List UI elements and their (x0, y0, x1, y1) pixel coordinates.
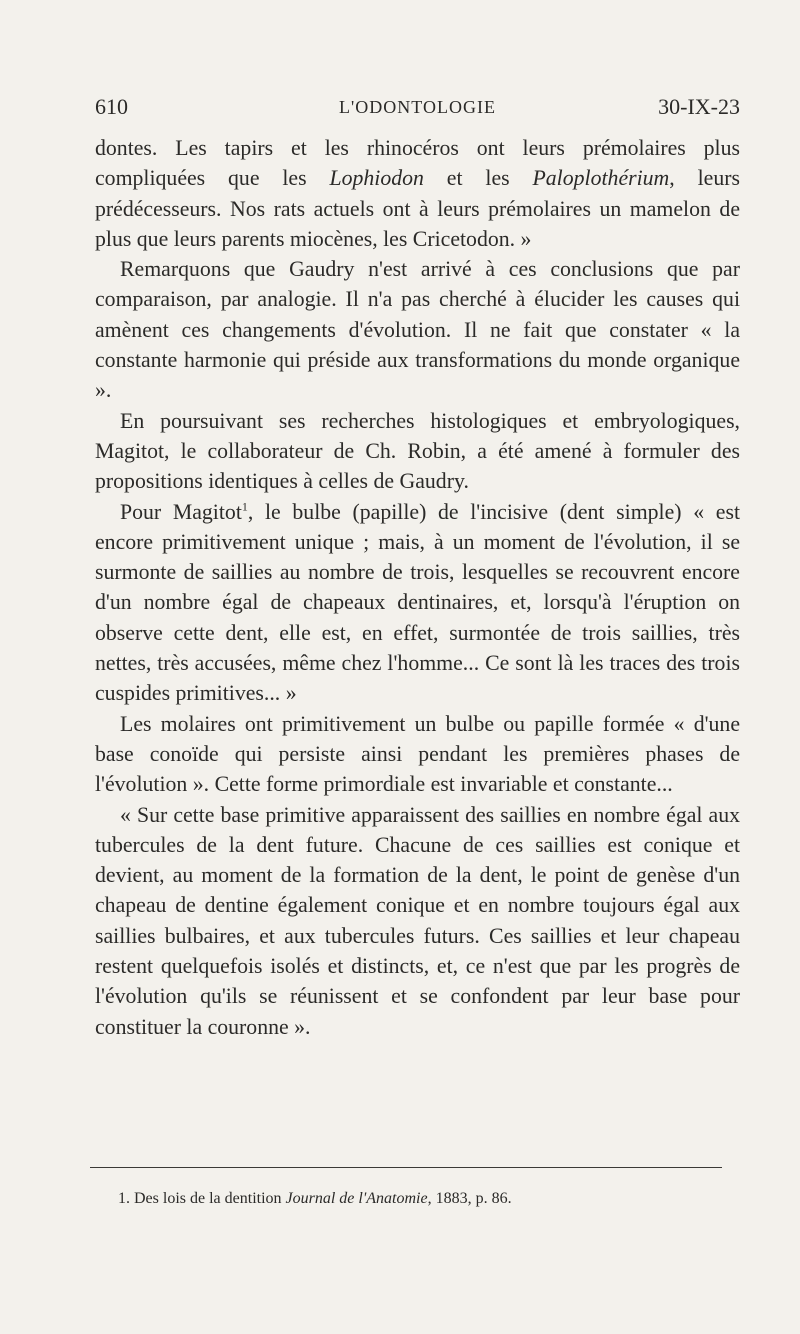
footnote (118, 1188, 738, 1210)
text-segment: Remarquons que Gaudry n'est arrivé à ces conclusions que par comparaison, par analogie. Il n'a pas cherché à élucider les causes qui amènent ces changements d'évolution. Il ne fait que constater « la constante harmonie qui préside aux transformations du monde organique ». (95, 257, 740, 403)
text-segment: , le bulbe (papille) de l'incisive (dent simple) « est encore primitivement unique ; mais, à un moment de l'évolution, il se surmonte de saillies au nombre de trois, lesquelles se recouvrent encore d'un nombre égal de chapeaux dentinaires, et, lorsqu'à l'éruption on observe cette dent, elle est, en effet, surmontée de trois saillies, très nettes, très accusées, même chez l'homme... Ce sont là les traces des trois cuspides primitives... » (95, 499, 740, 706)
footnote-journal: Journal de l'Anatomie (285, 1190, 428, 1207)
footnote-number: 1. (118, 1190, 130, 1207)
paragraph (95, 800, 740, 1042)
footnote-marker: 1 (241, 499, 248, 514)
text-segment: « Sur cette base primitive apparaissent des saillies en nombre égal aux tubercules de la dent future. Chacune de ces saillies est conique et devient, au moment de la formation de la dent, le point de genèse d'un chapeau de dentine également conique et en nombre toujours égal aux saillies bulbaires, et aux tubercules futurs. Ces saillies et leur chapeau restent quelquefois isolés et distincts, et, ce n'est que par les progrès de l'évolution qu'ils se réunissent et se confondent par leur base pour constituer la couronne ». (95, 802, 740, 1039)
text-segment: En poursuivant ses recherches histologiques et embryologiques, Magitot, le collaborateur de Ch. Robin, a été amené à formuler des propositions identiques à celles de Gaudry. (95, 408, 740, 494)
paragraph (95, 406, 740, 497)
running-title: L'ODONTOLOGIE (339, 97, 496, 117)
text-segment: , leurs prédécesseurs. Nos rats actuels ont à leurs prémolaires un mamelon de plus que leurs parents miocènes, les Cricetodon. » (95, 166, 740, 251)
footnote-text-before: Des lois de la dentition (134, 1190, 286, 1207)
running-header (95, 94, 740, 126)
italic-term: Lophiodon (329, 166, 424, 191)
text-segment: Les molaires ont primitivement un bulbe ou papille formée « d'une base conoïde qui persiste ainsi pendant les premières phases de l'évolution ». Cette forme primordiale est invariable et constante... (95, 711, 740, 797)
paragraph (95, 133, 740, 254)
text-segment: Pour Magitot (120, 499, 242, 524)
body-text (95, 133, 740, 1042)
paragraph (95, 254, 740, 405)
text-segment: dontes. Les tapirs et les rhinocéros ont leurs prémolaires plus compliquées que les (95, 136, 740, 191)
italic-term: Paloplothérium (532, 166, 670, 191)
paragraph (95, 497, 740, 709)
issue-date: 30-IX-23 (658, 94, 740, 119)
paragraph (95, 709, 740, 800)
page-number: 610 (95, 94, 128, 119)
footnote-text-after: , 1883, p. 86. (427, 1190, 512, 1207)
footnote-rule (90, 1167, 722, 1168)
text-segment: et les (423, 166, 533, 191)
